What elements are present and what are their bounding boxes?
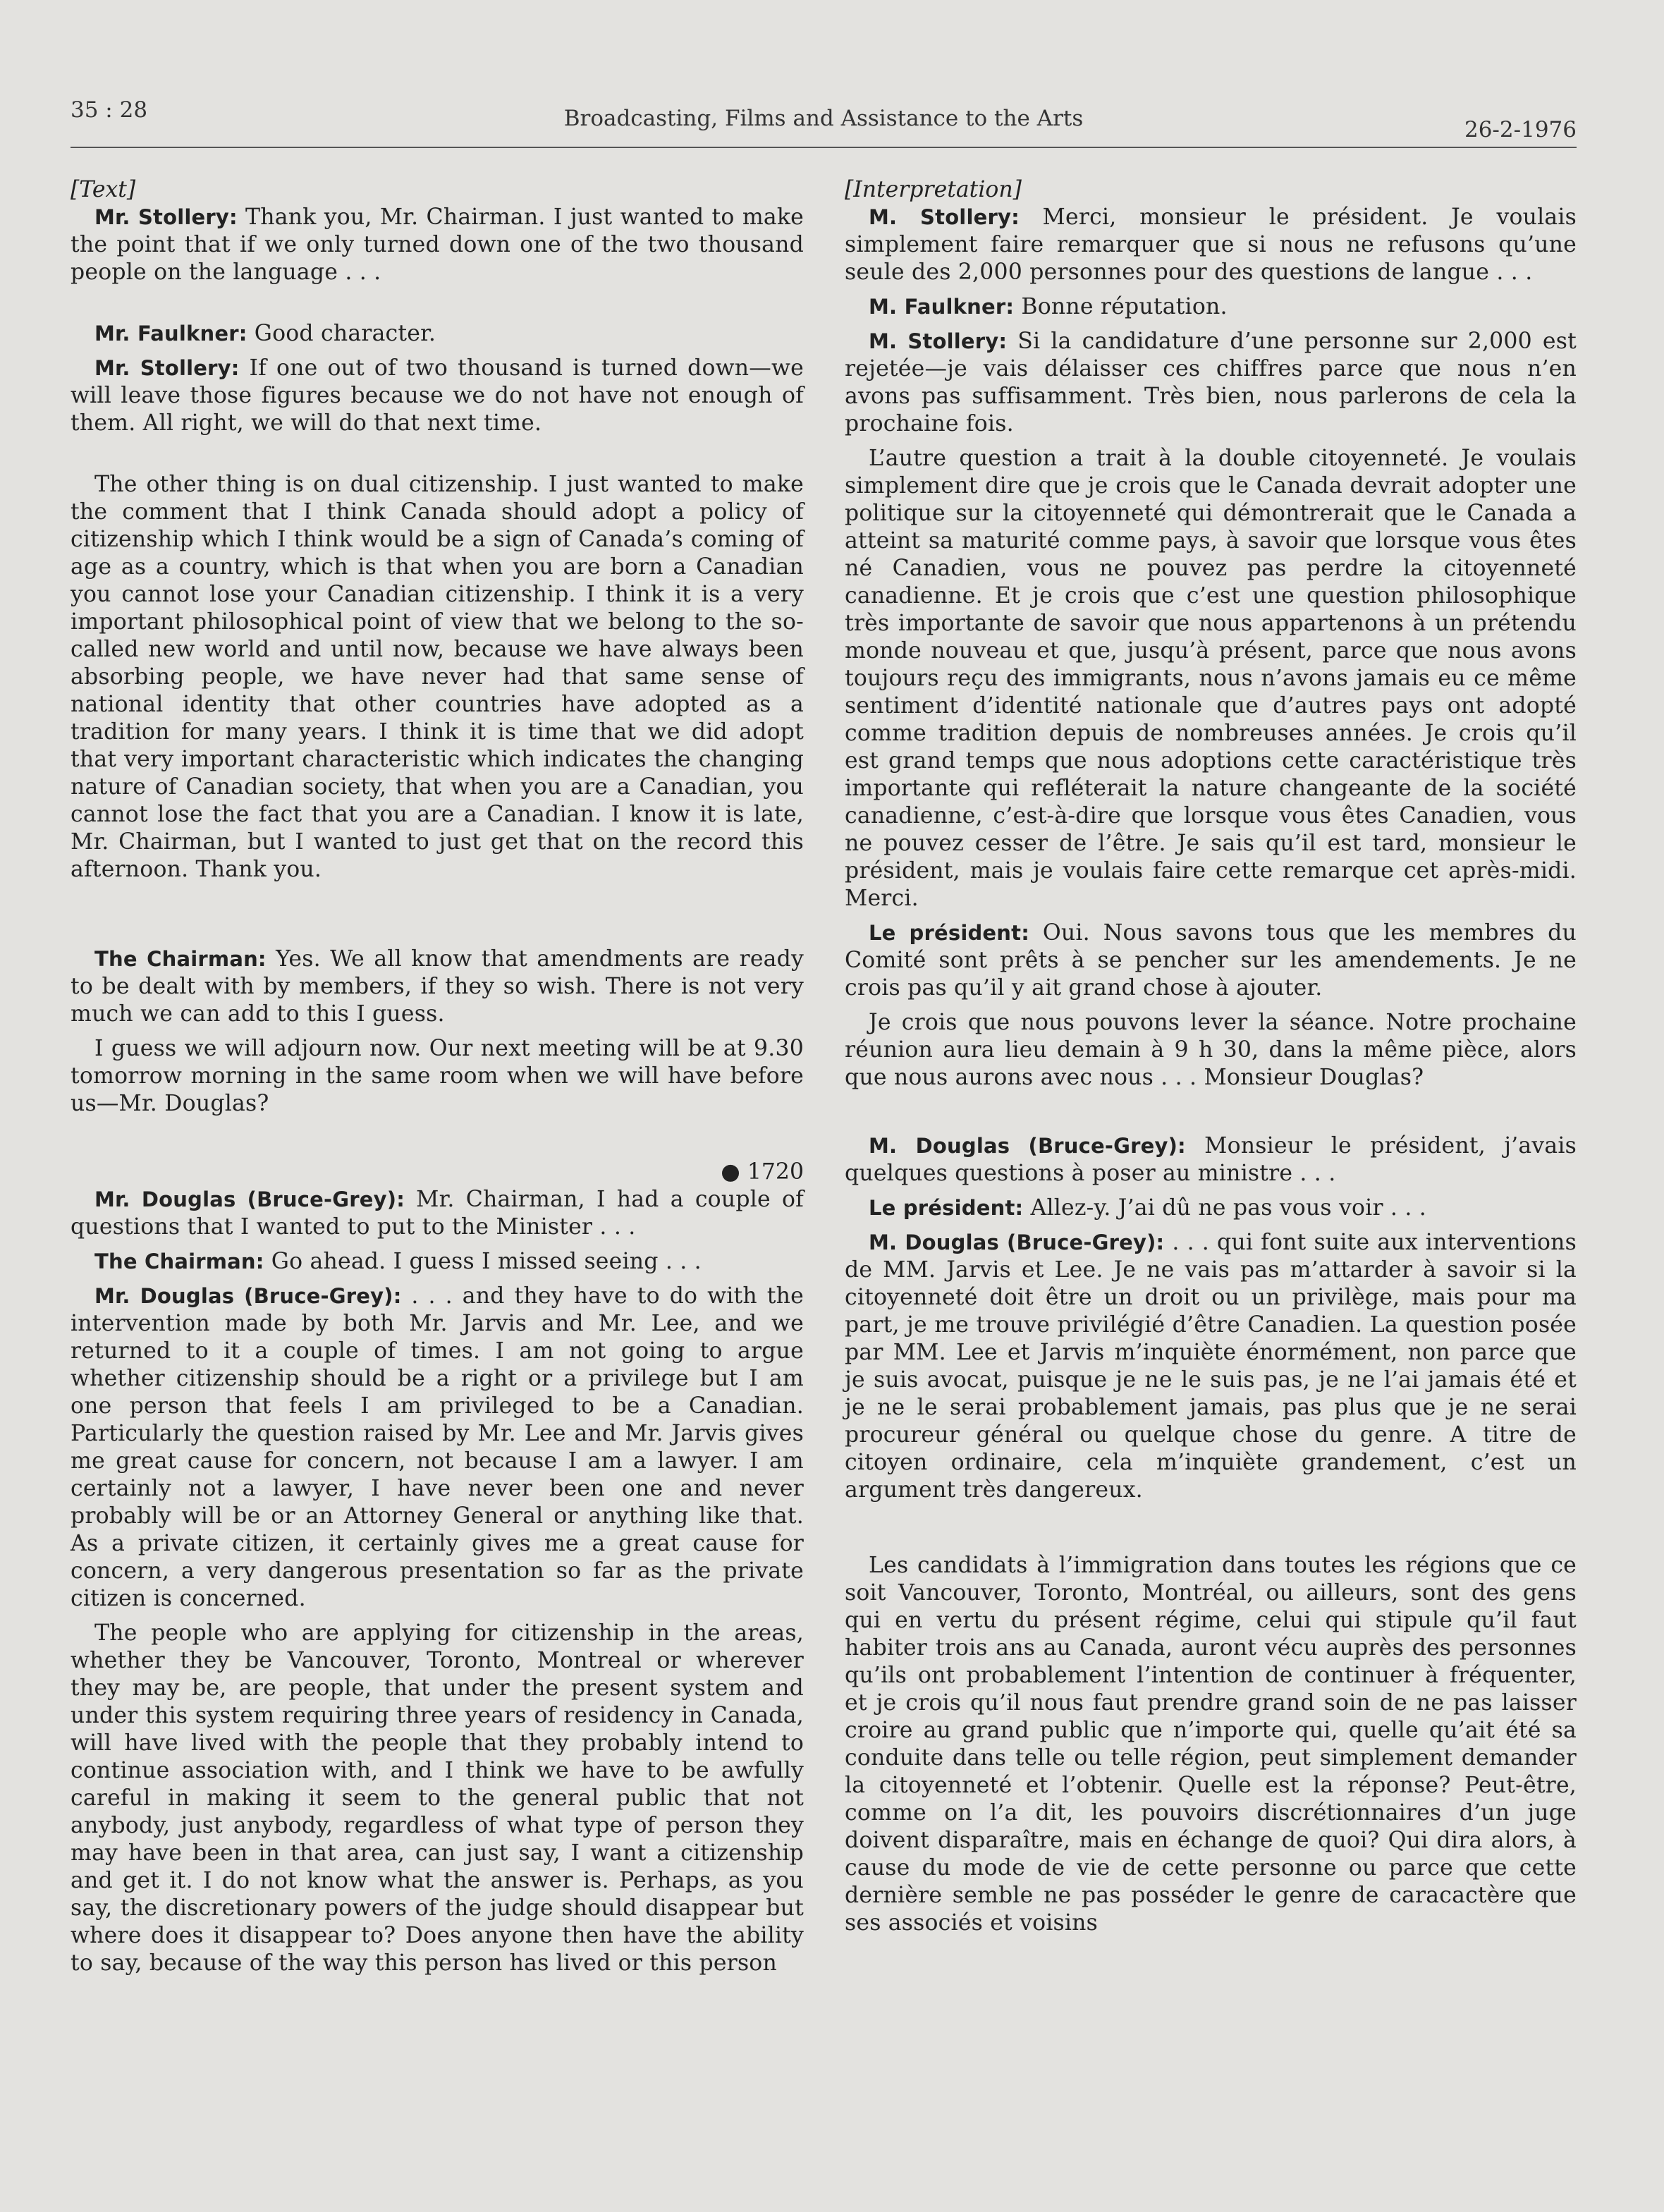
- header-rule: [71, 147, 1577, 148]
- paragraph: [71, 1283, 804, 1613]
- paragraph: L’autre question a trait à la double citoyenneté. Je voulais simplement dire que je crois que le Canada devrait adopter une politique sur la citoyenneté qui démontrerait que le Canada a atteint sa maturité comme pays, à savoir que lorsque vous êtes né Canadien, vous ne pouvez pas perdre la citoyenneté canadienne. Et je crois que c’est une question philosophique très importante de savoir que nous appartenons à un prétendu monde nouveau et que, jusqu’à présent, parce que nous avons toujours reçu des immigrants, nous n’avons jamais eu ce même sentiment d’identité nationale que d’autres pays ont adopté comme tradition depuis de nombreuses années. Je crois qu’il est grand temps que nous adoptions cette caractéristique très importante qui refléterait la nature changeante de la société canadienne, c’est-à-dire que lorsque vous êtes Canadien, vous ne pouvez cesser de l’être. Je sais qu’il est tard, monsieur le président, mais je voulais faire cette remarque cet après-midi. Merci.: [845, 446, 1577, 911]
- speech-text: Go ahead. I guess I missed seeing . . .: [264, 1249, 702, 1274]
- text-marker: [Text]: [71, 177, 136, 202]
- speech-text: Allez-y. J’ai dû ne pas vous voir . . .: [1023, 1195, 1426, 1221]
- interpretation-marker: [Interpretation]: [845, 177, 1022, 202]
- speech-text: Si la candidature d’une personne sur 2,000 est rejetée—je vais délaisser ces chiffres parce que nous n’en avons pas suffisamment. Très bien, nous parlerons de cela la prochaine fois.: [845, 329, 1577, 436]
- paragraph: Les candidats à l’immigration dans toutes les régions que ce soit Vancouver, Toronto, Montréal, ou ailleurs, sont des gens qui en vertu du présent régime, celui qui stipule qu’il faut habiter trois ans au Canada, auront vécu auprès des personnes qu’ils ont probablement l’intention de continuer à fréquenter, et je crois qu’il nous faut prendre grand soin de ne pas laisser croire au grand public que n’importe qui, quelle qu’ait été sa conduite dans telle ou telle région, peut simplement demander la citoyenneté et l’obtenir. Quelle est la réponse? Peut-être, comme on l’a dit, les pouvoirs discrétionnaires d’un juge doivent disparaître, mais en échange de quoi? Qui dira alors, à cause du mode de vie de cette personne ou parce que cette dernière semble ne pas posséder le genre de caracactère que ses associés et voisins: [845, 1553, 1577, 1936]
- speech-text: If one out of two thousand is turned down—we will leave those figures because we do not have not enough of them. All right, we will do that next time.: [71, 355, 804, 436]
- paragraph: [845, 919, 1577, 1002]
- speech-text: . . . and they have to do with the intervention made by both Mr. Jarvis and Mr. Lee, and we returned to it a couple of times. I am not going to argue whether citizenship should be a right or a privilege but I am one person that feels I am privileged to be a Canadian. Particularly the question raised by Mr. Lee and Mr. Jarvis gives me great cause for concern, not because I am a lawyer. I am certainly not a lawyer, I have never been one and never probably will be or an Attorney General or anything like that. As a private citizen, it certainly gives me a great cause for concern, a very dangerous presentation so far as the private citizen is concerned.: [71, 1283, 804, 1611]
- paragraph: [71, 946, 804, 1028]
- page-title: Broadcasting, Films and Assistance to the Arts: [563, 106, 1084, 131]
- paragraph: [71, 1186, 804, 1241]
- speaker-name: Le président:: [869, 921, 1029, 945]
- speaker-name: M. Stollery:: [869, 205, 1020, 229]
- paragraph: I guess we will adjourn now. Our next meeting will be at 9.30 tomorrow morning in the same room when we will have before us—Mr. Douglas?: [71, 1036, 804, 1116]
- speaker-name: Mr. Faulkner:: [94, 322, 247, 346]
- speaker-name: Le président:: [869, 1196, 1024, 1220]
- speaker-name: Mr. Stollery:: [94, 356, 240, 380]
- paragraph: [845, 1194, 1577, 1222]
- speech-text: Yes. We all know that amendments are ready to be dealt with by members, if they so wish. There is not very much we can add to this I guess.: [71, 946, 804, 1027]
- paragraph: [845, 328, 1577, 438]
- running-header: [71, 97, 1577, 140]
- speaker-name: M. Faulkner:: [869, 295, 1015, 319]
- speech-text: Good character.: [247, 321, 436, 346]
- paragraph: Je crois que nous pouvons lever la séance. Notre prochaine réunion aura lieu demain à 9 h 30, dans la même pièce, alors que nous aurons avec nous . . . Monsieur Douglas?: [845, 1010, 1577, 1090]
- speaker-name: The Chairman:: [94, 947, 267, 971]
- paragraph: The other thing is on dual citizenship. I just wanted to make the comment that I think Canada should adopt a policy of citizenship which I think would be a sign of Canada’s coming of age as a country, which is that when you are born a Canadian you cannot lose your Canadian citizenship. I think it is a very important philosophical point of view that we belong to the so-called new world and until now, because we have always been absorbing people, we have never had that same sense of national identity that other countries have adopted as a tradition for many years. I think it is time that we did adopt that very important characteristic which indicates the changing nature of Canadian society, that when you are a Canadian, you cannot lose the fact that you are a Canadian. I know it is late, Mr. Chairman, but I wanted to just get that on the record this afternoon. Thank you.: [71, 472, 804, 882]
- speaker-name: M. Douglas (Bruce-Grey):: [869, 1230, 1165, 1254]
- paragraph: [845, 1132, 1577, 1187]
- speech-text: Bonne réputation.: [1014, 294, 1228, 319]
- paragraph: [71, 204, 804, 286]
- page-number: 35 : 28: [71, 97, 148, 123]
- french-column: [845, 176, 1577, 1937]
- speech-text: Thank you, Mr. Chairman. I just wanted to make the point that if we only turned down one of the two thousand people on the language . . .: [71, 204, 804, 285]
- paragraph: [845, 204, 1577, 286]
- speaker-name: Mr. Douglas (Bruce-Grey):: [94, 1187, 405, 1211]
- paragraph: [845, 1229, 1577, 1504]
- paragraph: [71, 355, 804, 437]
- speech-text: . . . qui font suite aux interventions de MM. Jarvis et Lee. Je ne vais pas m’attarder à savoir si la citoyenneté doit être un droit ou un privilège, mais pour ma part, je me trouve privilégié d’être Canadien. La question posée par MM. Lee et Jarvis m’inquiète énormément, non parce que je suis avocat, puisque je ne le suis pas, je ne l’ai jamais été et je ne le serai probablement jamais, pas plus que je ne serai procureur général ou quelque chose du genre. A titre de citoyen ordinaire, cela m’inquiète grandement, c’est un argument très dangereux.: [845, 1230, 1577, 1503]
- paragraph: [845, 293, 1577, 321]
- speech-text: Oui. Nous savons tous que les membres du Comité sont prêts à se pencher sur les amendements. Je ne crois pas qu’il y ait grand chose à ajouter.: [845, 920, 1577, 1001]
- speech-text: Monsieur le président, j’avais quelques questions à poser au ministre . . .: [845, 1133, 1577, 1186]
- speaker-name: Mr. Douglas (Bruce-Grey):: [94, 1284, 402, 1308]
- speaker-name: Mr. Stollery:: [94, 205, 238, 229]
- speech-text: Mr. Chairman, I had a couple of questions that I wanted to put to the Minister . . .: [71, 1187, 804, 1240]
- speaker-name: M. Stollery:: [869, 329, 1008, 353]
- paragraph: The people who are applying for citizenship in the areas, whether they be Vancouver, Toronto, Montreal or wherever they may be, are people, that under the present system and under this system requiring three years of residency in Canada, will have lived with the people that they probably intend to continue association with, and I think we have to be awfully careful in making it seem to the general public that not anybody, just anybody, regardless of what type of person they may have been in that area, can just say, I want a citizenship and get it. I do not know what the answer is. Perhaps, as you say, the discretionary powers of the judge should disappear but where does it disappear to? Does anyone then have the ability to say, because of the way this person has lived or this person: [71, 1620, 804, 1976]
- page-date: 26-2-1976: [1464, 117, 1577, 142]
- paragraph: [71, 1248, 804, 1276]
- speaker-name: The Chairman:: [94, 1249, 264, 1273]
- speaker-name: M. Douglas (Bruce-Grey):: [869, 1134, 1186, 1158]
- speech-text: Merci, monsieur le président. Je voulais simplement faire remarquer que si nous ne refusons qu’une seule des 2,000 personnes pour des questions de langue . . .: [845, 204, 1577, 285]
- time-marker: ● 1720: [721, 1159, 804, 1185]
- english-column: [71, 176, 804, 1977]
- paragraph: [71, 320, 804, 348]
